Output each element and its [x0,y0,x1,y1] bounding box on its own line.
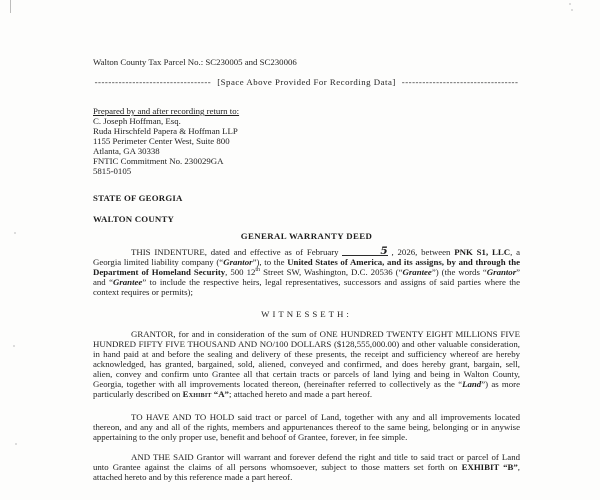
address-line: C. Joseph Hoffman, Esq. [93,116,181,126]
state-line: STATE OF GEORGIA [93,193,183,203]
address-line: FNTIC Commitment No. 230029GA [93,156,224,166]
address-line: 5815-0105 [93,166,132,176]
divider-label: [Space Above Provided For Recording Data] [217,77,396,87]
warranty-paragraph: AND THE SAID Grantor will warrant and forever defend the right and title to said tract or parcel of Land unto Grantee against the claims of all persons whomsoever, subject to those matters set forth on EXHIBIT “B”, attached hereto and by this reference made a part hereof. [93,452,520,482]
consideration-paragraph: GRANTOR, for and in consideration of the sum of ONE HUNDRED TWENTY EIGHT MILLIONS FIVE HUNDRED FIFTY FIVE THOUSAND AND NO/100 DOLLARS ($128,555,000.00) and other valuable consideration, in hand paid at and before the sealing and delivery of these presents, the receipt and sufficiency whereof are hereby acknowledged, has granted, bargained, sold, aliened, conveyed and confirmed, and does hereby grant, bargain, sell, alien, convey and confirm unto Grantee all that certain tracts or parcels of land lying and being in Walton County, Georgia, together with all improvements located thereon, (hereinafter referred to collectively as the “Land”) as more particularly described on Exhibit “A”; attached hereto and made a part hereof. [93,329,520,399]
scan-artifact-speck [569,3,571,5]
scan-artifact-line [10,0,11,13]
scan-artifact-speck [14,232,16,234]
scan-artifact-speck [15,443,17,445]
habendum-paragraph: TO HAVE AND TO HOLD said tract or parcel of Land, together with any and all improvements located thereon, and any and all of the rights, members and appurtenances thereof to the same being, belonging or in anywise appertaining to the only proper use, benefit and behoof of Grantee, forever, in fee simple. [93,412,520,442]
address-line: Ruda Hirschfeld Papera & Hoffman LLP [93,126,238,136]
divider-dashes-left: ---------------------------------- [94,77,212,87]
prepared-by-address [93,116,520,176]
recording-data-divider [73,77,540,87]
prepared-by-heading: Prepared by and after recording return to: [93,106,240,116]
address-line: Atlanta, GA 30338 [93,146,160,156]
prepared-by-block [93,106,520,176]
divider-dashes-right: ---------------------------------- [401,77,519,87]
county-line: WALTON COUNTY [93,214,175,224]
witnesseth-heading: WITNESSETH: [261,309,352,319]
indenture-paragraph: THIS INDENTURE, dated and effective as of February 5 , 2026, between PNK S1, LLC, a Georgia limited liability company (“Grantor”), to the United States of America, and its assigns, by and through the Department of Homeland Security, 500 12th Street SW, Washington, D.C. 20536 (“Grantee”) (the words “Grantor” and “Grantee” to include the respective heirs, legal representatives, successors and assigns of said parties where the context requires or permits); [93,245,521,297]
scan-artifact-speck [13,345,15,347]
address-line: 1155 Perimeter Center West, Suite 800 [93,136,230,146]
deed-title: GENERAL WARRANTY DEED [240,231,373,241]
handwritten-date-day: 5 [342,247,387,256]
tax-parcel-line: Walton County Tax Parcel No.: SC230005 and SC230006 [93,57,297,67]
scan-artifact-speck [571,9,573,11]
